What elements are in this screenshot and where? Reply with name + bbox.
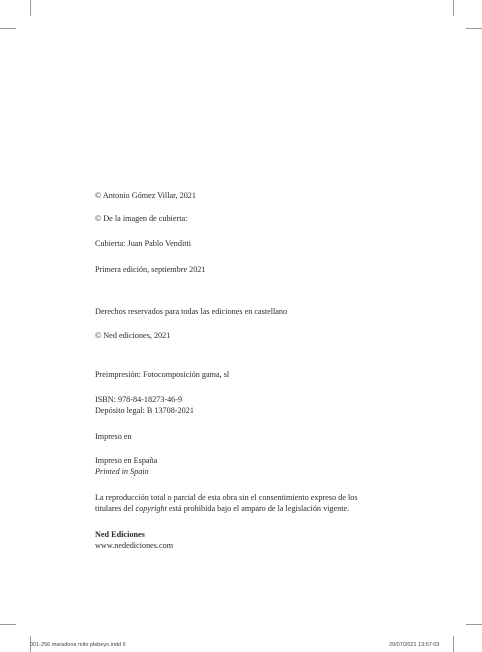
author-copyright: © Antonio Gómez Villar, 2021 [95, 191, 196, 200]
legal-notice-line-2 [95, 503, 349, 514]
publisher-url[interactable]: www.nedediciones.com [95, 541, 174, 550]
rights-reserved: Derechos reservados para todas las ediciones en castellano [95, 307, 288, 316]
cover-credit: Cubierta: Juan Pablo Venditti [95, 239, 192, 248]
crop-mark-bottom-left-h [0, 624, 16, 625]
legal-notice-pre: titulares del [95, 504, 136, 513]
prepress-credit: Preimpresión: Fotocomposición gama, sl [95, 370, 230, 379]
crop-mark-top-left-h [0, 28, 16, 29]
legal-notice-line-1: La reproducción total o parcial de esta obra sin el consentimiento expreso de los [95, 493, 358, 502]
print-slug-timestamp: 29/07/2021 13:57:03 [389, 642, 440, 648]
edition-line: Primera edición, septiembre 2021 [95, 265, 206, 274]
crop-mark-bottom-right-h [466, 624, 482, 625]
publisher-copyright: © Ned ediciones, 2021 [95, 331, 171, 340]
legal-notice-copyright-word: copyright [135, 504, 167, 513]
crop-mark-bottom-right-v [453, 636, 454, 652]
print-slug-filename: 001-256 maradona mito plebeyo.indd 6 [30, 642, 126, 648]
legal-notice-post: está prohibida bajo el amparo de la legislación vigente. [166, 504, 350, 513]
printed-in-spain-es: Impreso en España [95, 456, 158, 465]
printed-in-spain-en: Printed in Spain [95, 467, 149, 476]
printed-in: Impreso en [95, 432, 132, 441]
publisher-name: Ned Ediciones [95, 530, 145, 539]
crop-mark-top-right-v [453, 0, 454, 16]
crop-mark-top-right-h [466, 28, 482, 29]
isbn: ISBN: 978-84-18273-46-9 [95, 395, 183, 404]
cover-image-copyright: © De la imagen de cubierta: [95, 214, 188, 223]
legal-deposit: Depósito legal: B 13708-2021 [95, 406, 194, 415]
crop-mark-top-left-v [30, 0, 31, 16]
